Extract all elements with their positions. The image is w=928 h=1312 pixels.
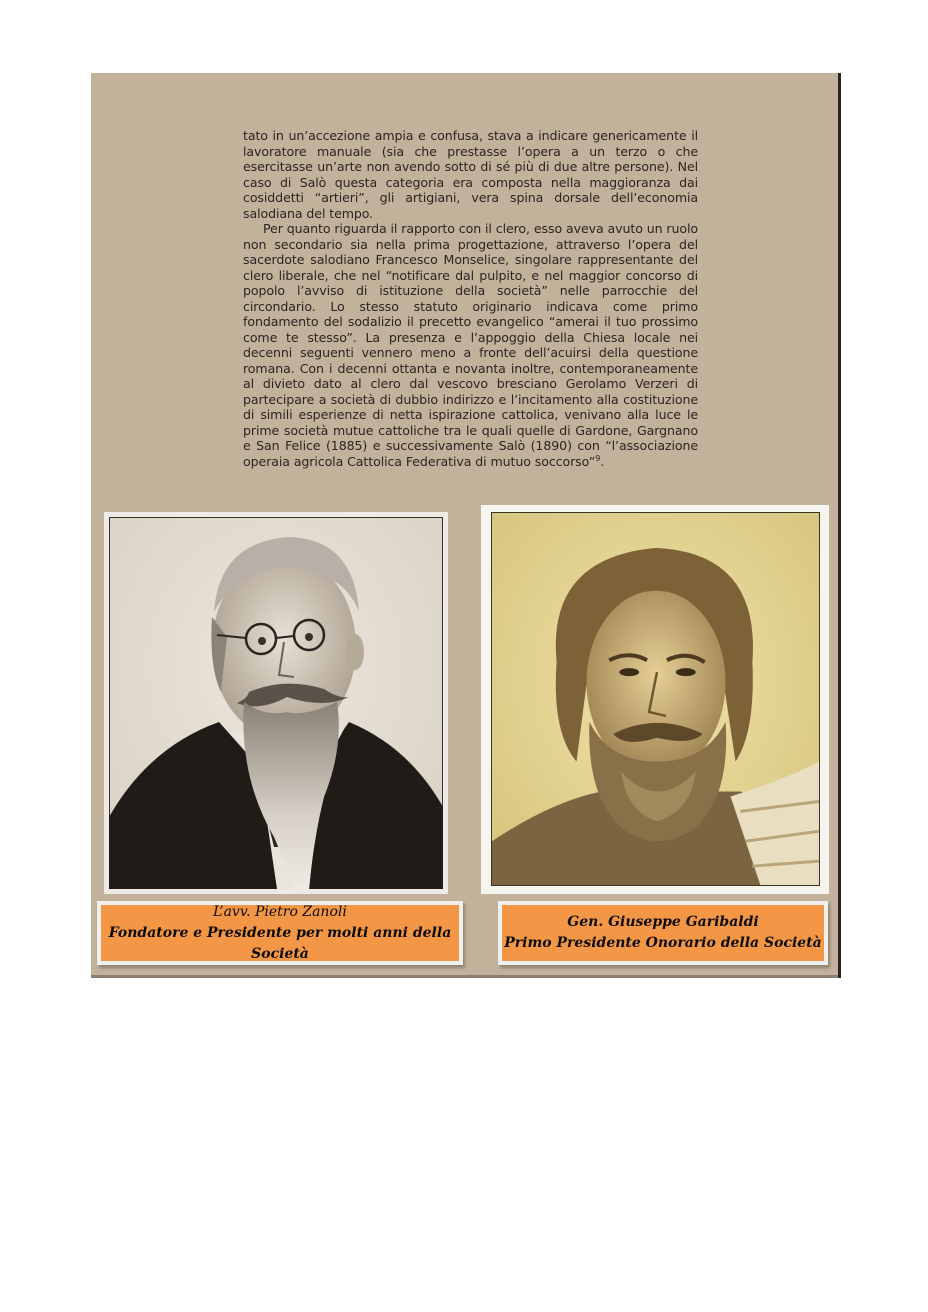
article-text xyxy=(243,128,698,469)
caption-garibaldi-role: Primo Presidente Onorario della Società xyxy=(504,935,822,951)
portrait-zanoli-photo xyxy=(109,517,443,889)
caption-zanoli-role: Fondatore e Presidente per molti anni della Società xyxy=(108,924,452,962)
article-paragraph-2 xyxy=(243,221,698,469)
caption-zanoli-name: L’avv. Pietro Zanoli xyxy=(213,903,347,920)
caption-garibaldi-box xyxy=(502,905,824,961)
article-paragraph-2-end: . xyxy=(600,453,605,469)
caption-garibaldi xyxy=(498,901,828,965)
article-paragraph-2-text: Per quanto riguarda il rapporto con il clero, esso aveva avuto un ruolo non secondario sia nella prima progettazione, attraverso l’opera del sacerdote salodiano Francesco Monselice, singolare rappresentante del clero liberale, che nel “notificare dal pulpito, e nel maggior concorso di popolo l’avviso di istituzione della società” nelle parrocchie del circondario. Lo stesso statuto originario indicava come primo fondamento del sodalizio il precetto evangelico “amerai il tuo prossimo come te stesso”. La presenza e l’appoggio della Chiesa locale nei decenni seguenti vennero meno a fronte dell’acuirsi della questione romana. Con i decenni ottanta e novanta inoltre, contemporaneamente al divieto dato al clero dal vescovo bresciano Gerolamo Verzeri di partecipare a società di dubbio indirizzo e l’incitamento alla costituzione di simili esperienze di netta ispirazione cattolica, venivano alla luce le prime società mutue cattoliche tra le quali quelle di Gardone, Gargnano e San Felice (1885) e successivamente Salò (1890) con “l’associazione operaia agricola Cattolica Federativa di mutuo soccorso” xyxy=(243,221,698,469)
caption-zanoli xyxy=(97,901,463,965)
portrait-garibaldi-frame xyxy=(481,505,829,894)
portrait-zanoli-frame xyxy=(104,512,448,894)
caption-zanoli-box xyxy=(101,905,459,961)
scanned-page xyxy=(91,73,841,978)
portrait-garibaldi-photo xyxy=(491,512,820,886)
footnote-reference: 9 xyxy=(595,453,601,463)
article-paragraph-1: tato in un’accezione ampia e confusa, stava a indicare genericamente il lavoratore manuale (sia che prestasse l’opera a un terzo o che esercitasse un’arte non avendo sotto di sé più di due altre persone). Nel caso di Salò questa categoria era composta nella maggioranza dai cosiddetti “artieri”, gli artigiani, vera spina dorsale dell’economia salodiana del tempo. xyxy=(243,128,698,221)
caption-garibaldi-name: Gen. Giuseppe Garibaldi xyxy=(567,914,759,930)
